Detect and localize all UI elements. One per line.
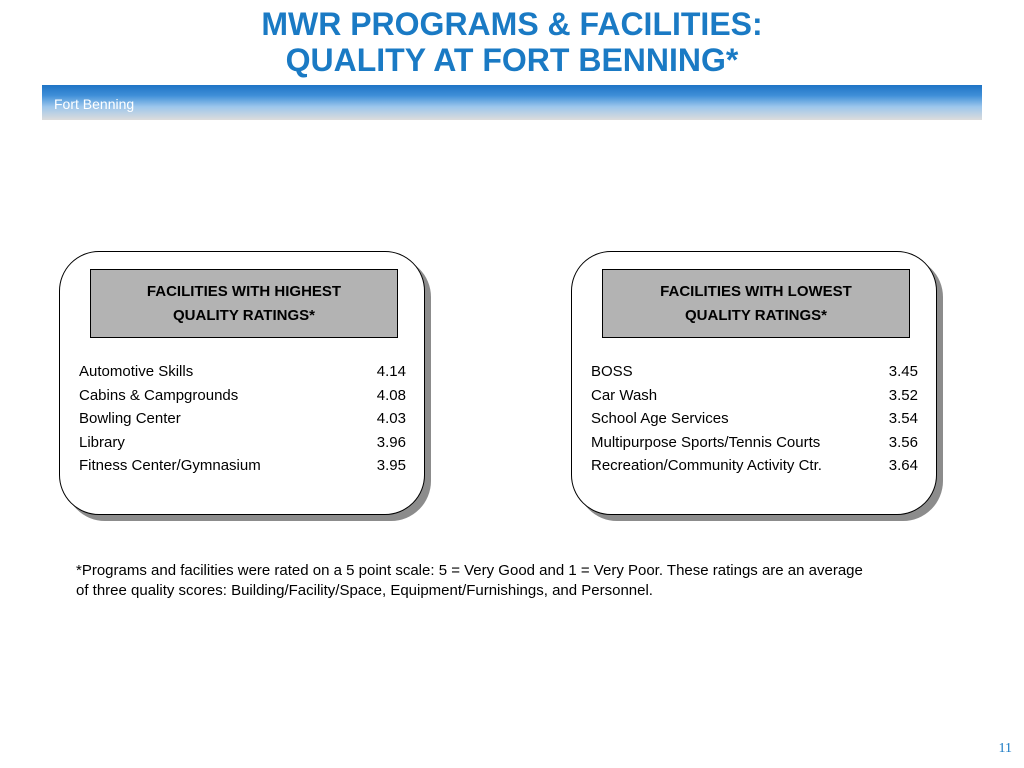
footnote-line-2: of three quality scores: Building/Facility/Space, Equipment/Furnishings, and Personnel. <box>76 582 653 599</box>
list-item <box>79 431 406 455</box>
lowest-ratings-header <box>602 269 910 338</box>
list-item <box>591 407 918 431</box>
list-item <box>591 360 918 384</box>
lowest-ratings-card <box>571 251 937 515</box>
page-title <box>0 6 1024 78</box>
page-title-line-2: QUALITY AT FORT BENNING* <box>285 42 739 78</box>
facility-name: Recreation/Community Activity Ctr. <box>591 457 822 475</box>
facility-rating: 3.56 <box>888 433 918 451</box>
facility-rating: 4.03 <box>376 410 406 428</box>
facility-rating: 4.14 <box>376 363 406 380</box>
list-item <box>79 407 406 431</box>
facility-rating: 4.08 <box>376 386 406 404</box>
facility-name: Cabins & Campgrounds <box>79 386 239 404</box>
list-item <box>79 384 406 408</box>
banner-label: Fort Benning <box>54 96 135 112</box>
facility-name: BOSS <box>591 363 633 380</box>
page-number: 11 <box>998 741 1012 756</box>
facility-rating: 3.95 <box>376 457 406 475</box>
facility-rating: 3.52 <box>888 386 918 404</box>
facility-rating: 3.45 <box>888 363 918 380</box>
facility-name: Automotive Skills <box>79 363 194 380</box>
facility-name: Bowling Center <box>79 410 181 428</box>
lowest-header-line-2: QUALITY RATINGS* <box>685 306 827 324</box>
list-item <box>79 360 406 384</box>
page-title-line-1: MWR PROGRAMS & FACILITIES: <box>261 6 763 42</box>
footnote-line-1: *Programs and facilities were rated on a 5 point scale: 5 = Very Good and 1 = Very Poor. These ratings are an average <box>76 562 863 579</box>
list-item <box>591 431 918 455</box>
list-item <box>591 454 918 478</box>
footnote <box>76 561 986 601</box>
highest-header-line-1: FACILITIES WITH HIGHEST <box>146 282 342 300</box>
facility-rating: 3.96 <box>376 433 406 451</box>
facility-name: Library <box>79 433 125 451</box>
list-item <box>79 454 406 478</box>
facility-rating: 3.64 <box>888 457 918 475</box>
list-item <box>591 384 918 408</box>
facility-name: Fitness Center/Gymnasium <box>79 457 261 475</box>
facility-name: Multipurpose Sports/Tennis Courts <box>591 433 821 451</box>
highest-ratings-card <box>59 251 425 515</box>
lowest-ratings-list <box>591 360 918 478</box>
section-banner <box>42 85 982 120</box>
facility-rating: 3.54 <box>888 410 918 428</box>
facility-name: Car Wash <box>591 386 658 404</box>
facility-name: School Age Services <box>591 410 729 428</box>
lowest-header-line-1: FACILITIES WITH LOWEST <box>660 282 852 300</box>
highest-ratings-list <box>79 360 406 478</box>
highest-header-line-2: QUALITY RATINGS* <box>173 306 315 324</box>
highest-ratings-header <box>90 269 398 338</box>
